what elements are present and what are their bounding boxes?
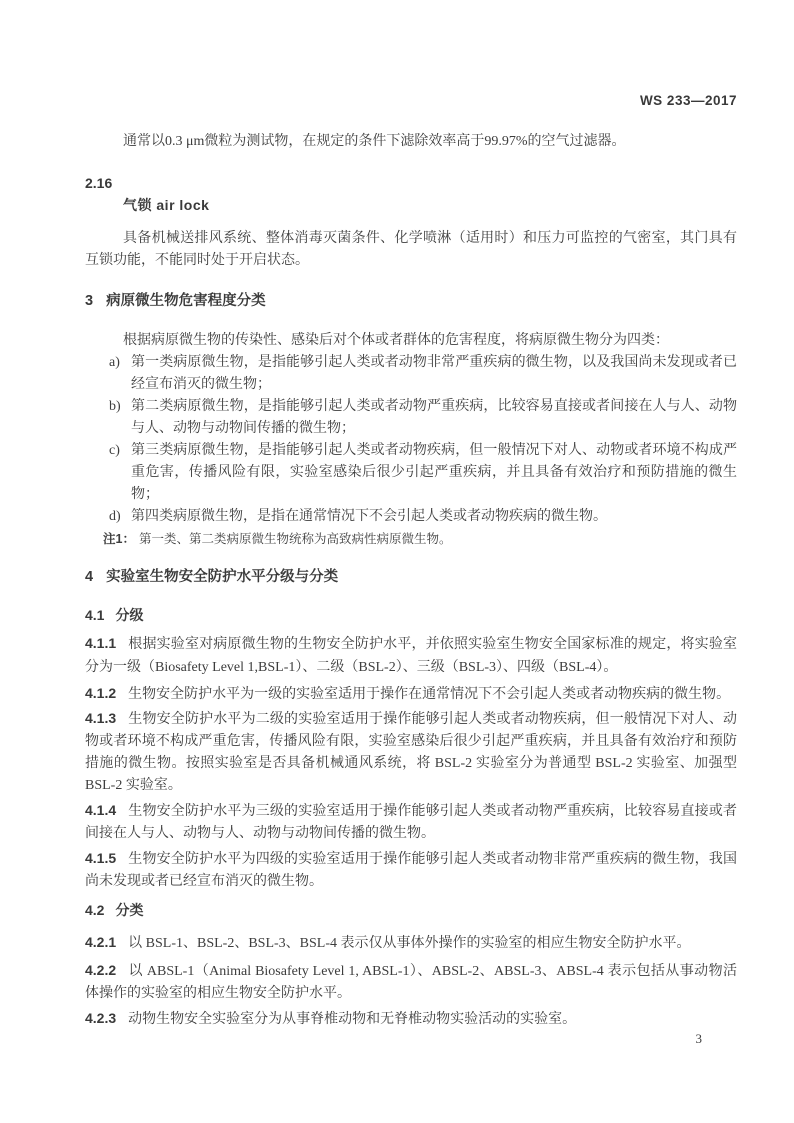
heading-section-3 xyxy=(85,292,737,310)
term-air-lock: 气锁 air lock xyxy=(123,197,210,213)
clause-4-1-4-number: 4.1.4 xyxy=(85,802,117,818)
clause-4-2-3-number: 4.2.3 xyxy=(85,1010,117,1026)
clause-4-1-1-text: 根据实验室对病原微生物的生物安全防护水平，并依照实验室生物安全国家标准的规定，将实验室分为一级（Biosafety Level 1,BSL-1）、二级（BSL-2）、三级（BSL-3）、四级（BSL-4）。 xyxy=(85,637,737,675)
heading-section-3-number: 3 xyxy=(85,293,94,309)
doc-standard-code: WS 233—2017 xyxy=(639,93,737,108)
list-item-b-text: 第二类病原微生物，是指能够引起人类或者动物严重疾病，比较容易直接或者间接在人与人、动物与人、动物与动物间传播的微生物； xyxy=(131,399,737,436)
note-1 xyxy=(103,530,737,548)
heading-section-4-title: 实验室生物安全防护水平分级与分类 xyxy=(106,569,339,585)
list-item-a-text: 第一类病原微生物，是指能够引起人类或者动物非常严重疾病的微生物，以及我国尚未发现或者已经宣布消灭的微生物； xyxy=(131,355,737,392)
heading-section-4-1-title: 分级 xyxy=(115,607,144,623)
clause-4-1-5-number: 4.1.5 xyxy=(85,850,117,866)
para-section-3-intro: 根据病原微生物的传染性、感染后对个体或者群体的危害程度，将病原微生物分为四类： xyxy=(123,333,669,348)
clause-4-1-3-text: 生物安全防护水平为二级的实验室适用于操作能够引起人类或者动物疾病，但一般情况下对人、动物或者环境不构成严重危害，传播风险有限，实验室感染后很少引起严重疾病，并且具备有效治疗和预防措施的微生物。按照实验室是否具备机械通风系统，将 BSL-2 实验室分为普通型 BSL-2 实验室、加强型 BSL-2 实验室。 xyxy=(85,712,737,793)
para-hepa-filter-definition: 通常以0.3 μm微粒为测试物，在规定的条件下滤除效率高于99.97%的空气过滤器。 xyxy=(123,134,626,149)
clause-4-1-4 xyxy=(85,799,737,845)
heading-section-4-1-number: 4.1 xyxy=(85,607,105,623)
list-item-c-text: 第三类病原微生物，是指能够引起人类或者动物疾病，但一般情况下对人、动物或者环境不构成严重危害，传播风险有限，实验室感染后很少引起严重疾病，并且具备有效治疗和预防措施的微生物； xyxy=(131,443,737,502)
clause-4-2-1-number: 4.2.1 xyxy=(85,934,117,950)
list-item-b xyxy=(85,396,737,440)
list-item-d-text: 第四类病原微生物，是指在通常情况下不会引起人类或者动物疾病的微生物。 xyxy=(131,509,607,524)
clause-4-2-2-number: 4.2.2 xyxy=(85,962,117,978)
clause-4-2-2 xyxy=(85,959,737,1005)
heading-section-4-2-number: 4.2 xyxy=(85,902,105,918)
para-air-lock-definition: 具备机械送排风系统、整体消毒灭菌条件、化学喷淋（适用时）和压力可监控的气密室，其门具有互锁功能，不能同时处于开启状态。 xyxy=(85,231,737,268)
clause-4-1-2-number: 4.1.2 xyxy=(85,685,117,701)
list-item-b-label: b) xyxy=(109,399,121,414)
clause-4-1-5-text: 生物安全防护水平为四级的实验室适用于操作能够引起人类或者动物非常严重疾病的微生物，我国尚未发现或者已经宣布消灭的微生物。 xyxy=(85,852,737,889)
heading-section-3-title: 病原微生物危害程度分类 xyxy=(106,293,266,309)
clause-4-1-2-text: 生物安全防护水平为一级的实验室适用于操作在通常情况下不会引起人类或者动物疾病的微生物。 xyxy=(128,687,731,702)
heading-section-4 xyxy=(85,568,737,586)
note-1-label: 注1： xyxy=(103,532,135,546)
heading-section-4-number: 4 xyxy=(85,569,94,585)
clause-4-1-1 xyxy=(85,632,737,679)
clause-4-2-3-text: 动物生物安全实验室分为从事脊椎动物和无脊椎动物实验活动的实验室。 xyxy=(128,1012,577,1027)
clause-4-1-5 xyxy=(85,847,737,893)
page-number: 3 xyxy=(695,1031,702,1046)
clause-4-1-4-text: 生物安全防护水平为三级的实验室适用于操作能够引起人类或者动物严重疾病，比较容易直接或者间接在人与人、动物与人、动物与动物间传播的微生物。 xyxy=(85,804,737,841)
clause-4-1-1-number: 4.1.1 xyxy=(85,635,117,651)
clause-4-2-3 xyxy=(85,1007,737,1031)
clause-4-2-2-text: 以 ABSL-1（Animal Biosafety Level 1, ABSL-1）、ABSL-2、ABSL-3、ABSL-4 表示包括从事动物活体操作的实验室的相应生物安全防护水平。 xyxy=(85,964,737,1001)
term-entry-number-2-16: 2.16 xyxy=(85,175,113,191)
heading-section-4-2-title: 分类 xyxy=(115,902,144,918)
list-item-d xyxy=(85,506,737,528)
list-item-d-label: d) xyxy=(109,509,121,524)
clause-4-1-2 xyxy=(85,683,737,705)
heading-section-4-1 xyxy=(85,606,737,624)
list-item-a xyxy=(85,352,737,396)
heading-section-4-2 xyxy=(85,901,737,919)
clause-4-1-3-number: 4.1.3 xyxy=(85,710,117,726)
clause-4-1-3 xyxy=(85,707,737,797)
list-item-c-label: c) xyxy=(109,443,120,458)
list-item-c xyxy=(85,440,737,506)
clause-4-2-1 xyxy=(85,931,737,955)
pathogen-class-list xyxy=(85,352,737,528)
note-1-text: 第一类、第二类病原微生物统称为高致病性病原微生物。 xyxy=(138,532,452,546)
clause-4-2-1-text: 以 BSL-1、BSL-2、BSL-3、BSL-4 表示仅从事体外操作的实验室的相应生物安全防护水平。 xyxy=(128,936,691,951)
list-item-a-label: a) xyxy=(109,355,120,370)
